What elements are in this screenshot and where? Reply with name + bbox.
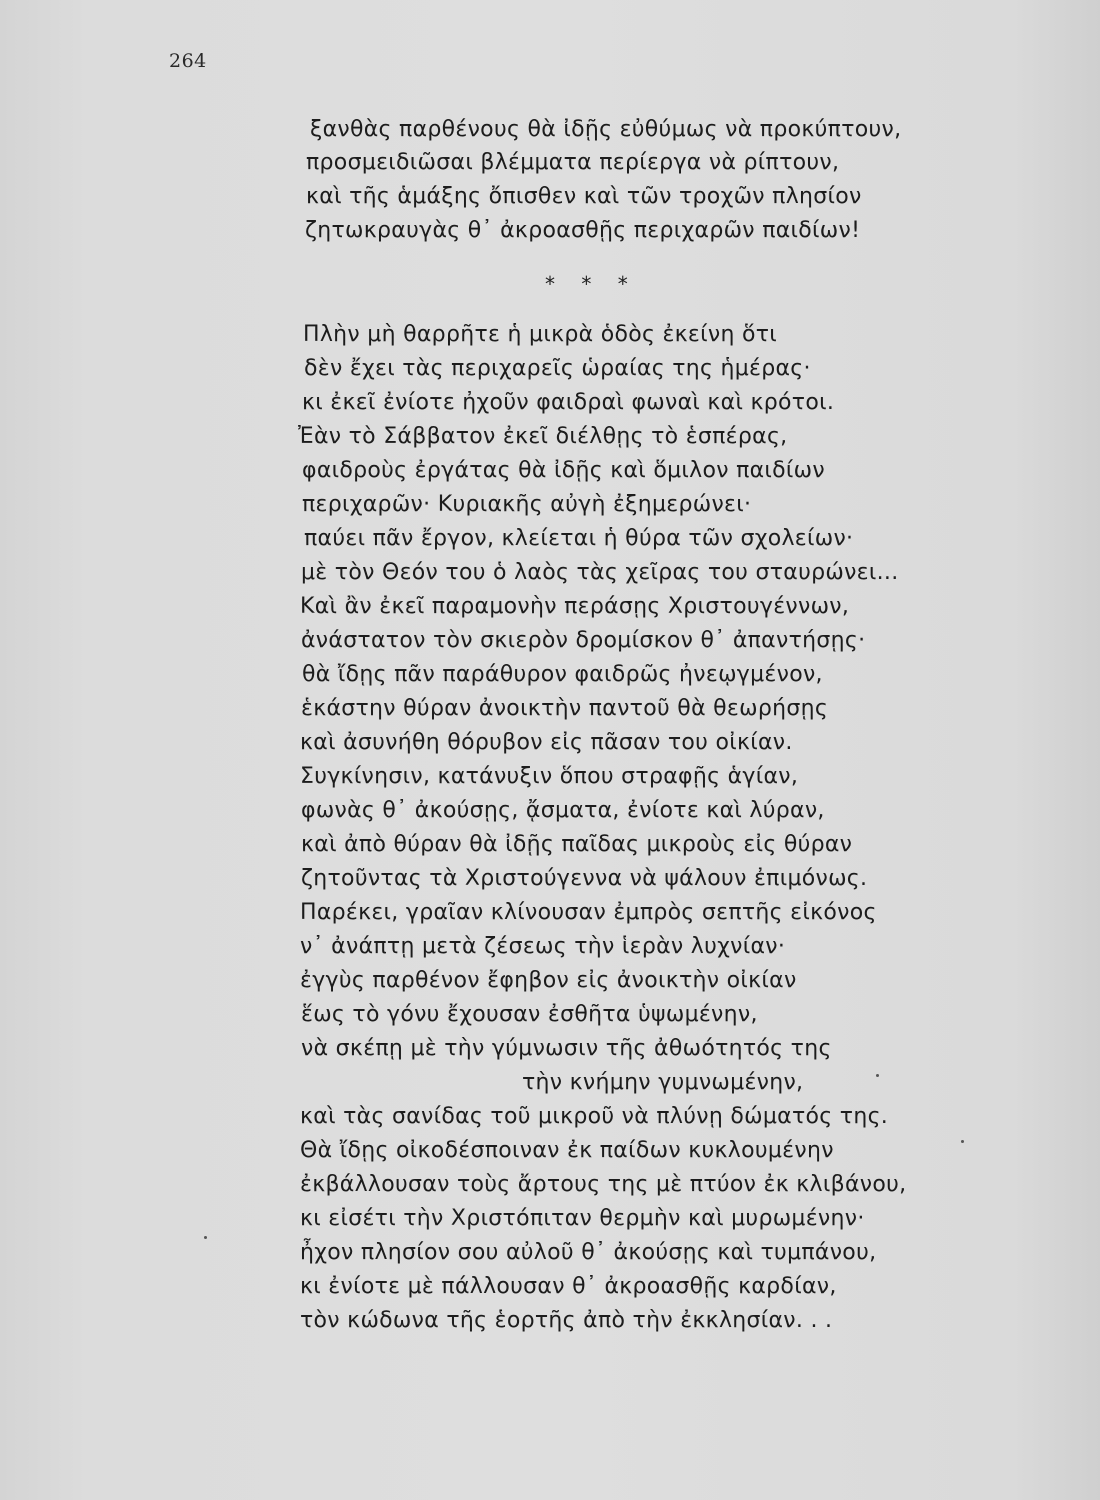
verse-line: ξανθὰς παρθένους θὰ ἰδῇς εὐθύμως νὰ προκύπτουν, [310,117,902,142]
verse-line: ἀνάστατον τὸν σκιερὸν δρομίσκον θ᾽ ἀπαντήσῃς· [301,628,866,653]
verse-line: Καὶ ἂν ἐκεῖ παραμονὴν περάσῃς Χριστουγέννων, [300,594,850,619]
verse-line: περιχαρῶν· Κυριακῆς αὐγὴ ἐξημερώνει· [302,492,752,517]
verse-line: παύει πᾶν ἔργον, κλείεται ἡ θύρα τῶν σχολείων· [304,526,854,551]
verse-line: καὶ ἀσυνήθη θόρυβον εἰς πᾶσαν του οἰκίαν. [300,730,793,755]
verse-line: Παρέκει, γραῖαν κλίνουσαν ἐμπρὸς σεπτῆς εἰκόνος [300,900,877,925]
verse-line: ζητοῦντας τὰ Χριστούγεννα νὰ ψάλουν ἐπιμόνως. [301,866,868,891]
verse-line: κι εἰσέτι τὴν Χριστόπιταν θερμὴν καὶ μυρωμένην· [300,1206,865,1231]
verse-line: καὶ ἀπὸ θύραν θὰ ἰδῇς παῖδας μικροὺς εἰς θύραν [301,832,853,857]
paper-speck [876,1074,879,1077]
verse-line: ἑκάστην θύραν ἀνοικτὴν παντοῦ θὰ θεωρήσῃς [301,696,829,721]
verse-line: τὸν κώδωνα τῆς ἑορτῆς ἀπὸ τὴν ἐκκλησίαν. . . [300,1308,833,1333]
verse-line: ἦχον πλησίον σου αὐλοῦ θ᾽ ἀκούσῃς καὶ τυμπάνου, [300,1240,877,1265]
verse-line: ν᾽ ἀνάπτῃ μετὰ ζέσεως τὴν ἱερὰν λυχνίαν· [300,934,786,959]
verse-line: δὲν ἔχει τὰς περιχαρεῖς ὡραίας της ἡμέρας· [304,356,811,381]
paper-speck [204,1236,207,1239]
verse-line: ἐγγὺς παρθένον ἔφηβον εἰς ἀνοικτὴν οἰκίαν [300,968,797,993]
verse-line: ἕως τὸ γόνυ ἔχουσαν ἐσθῆτα ὑψωμένην, [301,1002,758,1027]
page-number: 264 [169,50,207,72]
verse-line-indented: τὴν κνήμην γυμνωμένην, [522,1070,804,1095]
verse-line: φωνὰς θ᾽ ἀκούσῃς, ᾄσματα, ἐνίοτε καὶ λύραν, [301,798,825,823]
verse-line: ἐκβάλλουσαν τοὺς ἄρτους της μὲ πτύον ἐκ κλιβάνου, [300,1172,907,1197]
verse-line: καὶ τῆς ἁμάξης ὄπισθεν καὶ τῶν τροχῶν πλησίον [306,184,862,209]
verse-line: νὰ σκέπῃ μὲ τὴν γύμνωσιν τῆς ἀθωότητός της [301,1036,832,1061]
verse-line: μὲ τὸν Θεόν του ὁ λαὸς τὰς χεῖρας του σταυρώνει... [301,560,899,585]
paper-speck [961,1140,964,1143]
verse-line: καὶ τὰς σανίδας τοῦ μικροῦ νὰ πλύνῃ δώματός της. [300,1104,889,1129]
verse-line: κι ἐνίοτε μὲ πάλλουσαν θ᾽ ἀκροασθῇς καρδίαν, [300,1274,837,1299]
verse-line: Πλὴν μὴ θαρρῆτε ἡ μικρὰ ὁδὸς ἐκείνη ὅτι [303,322,778,347]
verse-line: ζητωκραυγὰς θ᾽ ἀκροασθῇς περιχαρῶν παιδίων! [305,218,861,243]
verse-line: Θὰ ἴδῃς οἰκοδέσποιναν ἐκ παίδων κυκλουμένην [300,1138,834,1163]
verse-line: Ἐὰν τὸ Σάββατον ἐκεῖ διέλθῃς τὸ ἑσπέρας, [298,424,788,449]
section-separator: * * * [545,272,638,296]
verse-line: προσμειδιῶσαι βλέμματα περίεργα νὰ ρίπτουν, [306,150,840,175]
verse-line: Συγκίνησιν, κατάνυξιν ὅπου στραφῇς ἁγίαν, [300,764,799,789]
verse-line: κι ἐκεῖ ἐνίοτε ἠχοῦν φαιδραὶ φωναὶ καὶ κρότοι. [302,390,835,415]
verse-line: θὰ ἴδῃς πᾶν παράθυρον φαιδρῶς ἠνεῳγμένον, [302,662,823,687]
verse-line: φαιδροὺς ἐργάτας θὰ ἰδῇς καὶ ὅμιλον παιδίων [302,458,825,483]
